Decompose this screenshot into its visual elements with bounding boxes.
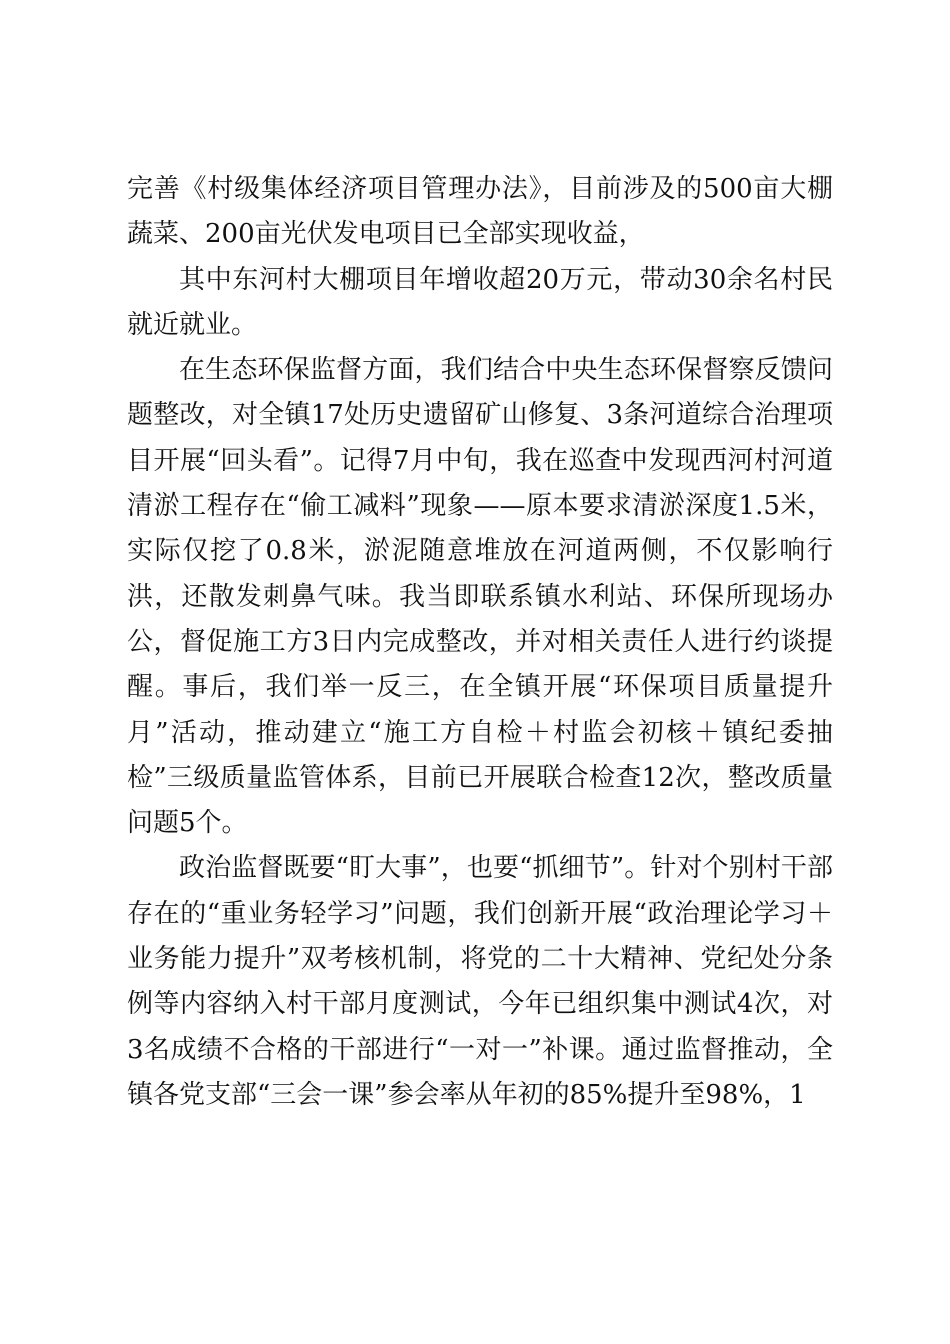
paragraph-1: 完善《村级集体经济项目管理办法》，目前涉及的500亩大棚蔬菜、200亩光伏发电项目已全部实现收益， [127, 174, 833, 250]
paragraph-3: 在生态环保监督方面，我们结合中央生态环保督察反馈问题整改，对全镇17处历史遗留矿山修复、3条河道综合治理项目开展“回头看”。记得7月中旬，我在巡查中发现西河村河道清淤工程存在“偷工减料”现象——原本要求清淤深度1.5米，实际仅挖了0.8米，淤泥随意堆放在河道两侧，不仅影响行洪，还散发刺鼻气味。我当即联系镇水利站、环保所现场办公，督促施工方3日内完成整改，并对相关责任人进行约谈提醒。事后，我们举一反三，在全镇开展“环保项目质量提升月”活动，推动建立“施工方自检＋村监会初核＋镇纪委抽检”三级质量监管体系，目前已开展联合检查12次，整改质量问题5个。 [127, 355, 833, 839]
paragraph-4: 政治监督既要“盯大事”，也要“抓细节”。针对个别村干部存在的“重业务轻学习”问题，我们创新开展“政治理论学习＋业务能力提升”双考核机制，将党的二十大精神、党纪处分条例等内容纳入村干部月度测试，今年已组织集中测试4次，对3名成绩不合格的干部进行“一对一”补课。通过监督推动，全镇各党支部“三会一课”参会率从年初的85%提升至98%，1 [127, 853, 833, 1110]
paragraph-2: 其中东河村大棚项目年增收超20万元，带动30余名村民就近就业。 [127, 264, 833, 340]
document-body [127, 167, 833, 1118]
